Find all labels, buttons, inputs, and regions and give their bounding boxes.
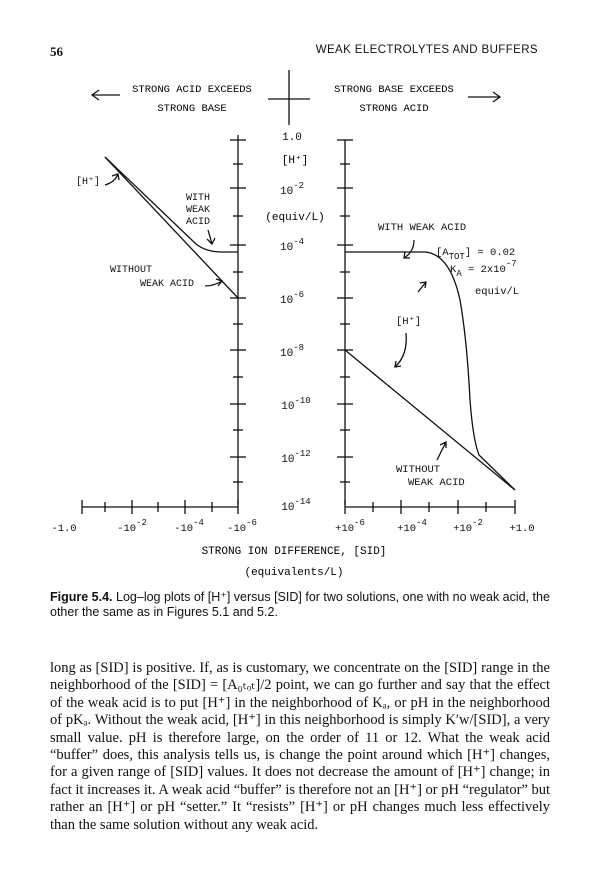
x-axis-units: (equivalents/L) [244,567,344,579]
body-text [50,660,550,834]
right-without-label: WITHOUT [396,464,441,476]
x-tick-label: -1.0 [51,523,77,535]
x-tick-label: +10-6 [335,518,365,535]
left-h-plus-label: [H⁺] [76,177,101,188]
y-tick-label: $10^{-10}$ [281,396,311,413]
running-title: WEAK ELECTROLYTES AND BUFFERS [315,44,538,56]
right-without-weak-acid-label: WEAK ACID [408,477,465,489]
left-without-weak-acid-label: WEAK ACID [140,279,195,290]
y-tick-labels [280,132,311,514]
left-without-label: WITHOUT [110,265,153,276]
x-tick-label: +1.0 [509,523,535,535]
y-tick-label: $10^{-6}$ [279,290,305,307]
left-with-weak-acid-line1: WITH [185,193,211,204]
y-tick-label: $10^{-14}$ [281,497,311,514]
x-tick-label: +10-4 [397,518,427,535]
right-region-line2: STRONG ACID [359,103,429,115]
left-curve-without-weak-acid [105,157,238,298]
page-number: 56 [50,44,63,59]
figure-caption [50,590,550,620]
x-tick-label: -10-4 [174,518,204,535]
x-axis-title: STRONG ION DIFFERENCE, [SID] [201,546,387,558]
y-tick-label: $10^{-4}$ [279,237,305,254]
units-label: equiv/L [475,286,520,298]
left-with-weak-acid-line2: WEAK [185,205,211,216]
left-curve-with-weak-acid [105,157,238,252]
right-region-line1: STRONG BASE EXCEEDS [334,84,454,96]
x-tick-label: +10-2 [453,518,483,535]
atot-label: [ATOT] = 0.02 [436,247,516,262]
y-tick-label: $10^{-2}$ [279,181,305,198]
right-h-plus-label: [H⁺] [396,316,422,328]
x-tick-labels-right [335,518,534,535]
body-paragraph: long as [SID] is positive. If, as is customary, we concentrate on the [SID] range in the neighborhood of the [SID] = [A₀ₜₒₜ]/2 point, we can go further and say that the effect of the weak acid is to put [H⁺] in the neighborhood of Kₐ, or pH in the neighborhood of pKₐ. Without the weak acid, [H⁺] in this neighborhood is simply K′w/[SID], a very small value. pH is therefore large, on the order of 11 or 12. What the weak acid “buffer” does, this analysis tells us, is change the point around which [H⁺] changes, for a given range of [SID] values. It does not decrease the amount of [H⁺] change; in fact it increases it. A weak acid “buffer” is therefore not an [H⁺] or pH “regulator” but rather an [H⁺] or pH “setter.” It “resists” [H⁺] or pH changes much less effectively than the same solution without any weak acid. [50,660,550,833]
right-with-weak-acid-label: WITH WEAK ACID [378,222,467,234]
x-tick-label: -10-2 [117,518,147,535]
x-tick-labels-left [51,518,256,535]
caption-label: Figure 5.4. [50,590,113,604]
y-tick-label: $10^{-12}$ [281,449,311,466]
y-tick-label: 1.0 [282,132,302,144]
ka-label: KA = 2x10-7 [450,259,517,279]
y-tick-label: $10^{-8}$ [279,343,305,360]
left-with-weak-acid-line3: ACID [185,217,211,228]
left-region-line1: STRONG ACID EXCEEDS [132,84,252,96]
x-tick-label: -10-6 [227,518,257,535]
y-axis-units: (equiv/L) [265,212,325,224]
left-region-line2: STRONG BASE [157,103,227,115]
y-axis-name: [H⁺] [281,155,309,167]
caption-text: Log–log plots of [H⁺] versus [SID] for two solutions, one with no weak acid, the other the same as in Figures 5.1 and 5.2. [50,590,550,619]
